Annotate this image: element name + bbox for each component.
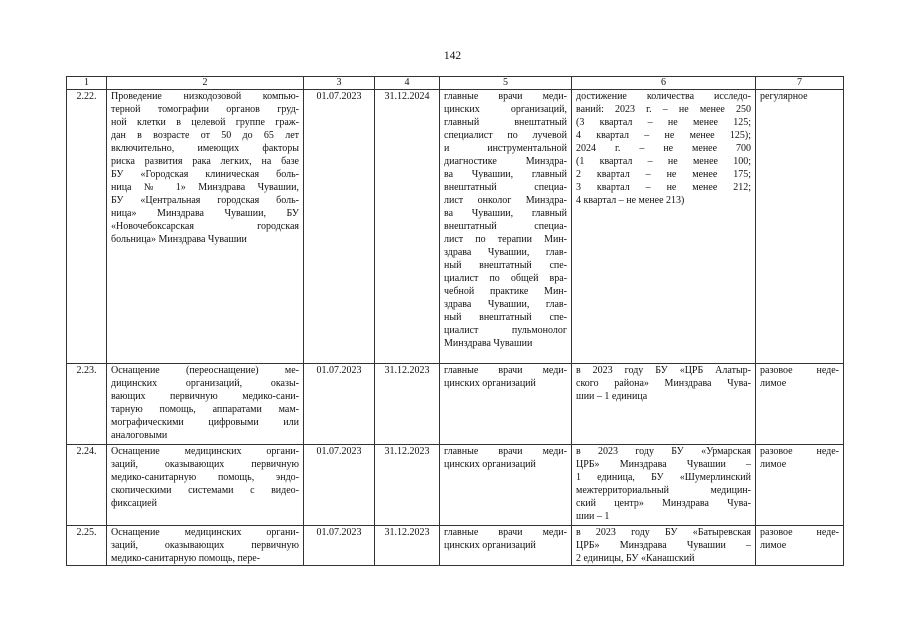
responsible-cell-line: и инструментальной bbox=[444, 143, 567, 154]
event-cell-line: тарную помощь, аппаратами мам- bbox=[111, 404, 299, 415]
result-cell-line: (3 квартал – не менее 125; bbox=[576, 117, 751, 128]
responsible-cell-line: специалист по лучевой bbox=[444, 130, 567, 141]
responsible-cell-line: диагностике Минздра- bbox=[444, 156, 567, 167]
column-header: 5 bbox=[440, 77, 572, 90]
result-cell-line: (1 квартал – не менее 100; bbox=[576, 156, 751, 167]
event-cell-line: мографическими цифровыми или bbox=[111, 417, 299, 428]
result-cell-line: 1 единица, БУ «Шумерлинский bbox=[576, 472, 751, 483]
responsible-cell-line: цинских организаций bbox=[444, 459, 536, 470]
result-cell-line: 2024 г. – не менее 700 bbox=[576, 143, 751, 154]
responsible-cell bbox=[440, 526, 572, 566]
measures-table bbox=[66, 76, 844, 566]
event-cell-line: терной томографии органов груд- bbox=[111, 104, 299, 115]
result-cell-line: ЦРБ» Минздрава Чувашии – bbox=[576, 540, 751, 551]
type-cell-line: лимое bbox=[760, 378, 787, 389]
responsible-cell-line: главный внештатный bbox=[444, 117, 567, 128]
result-cell-line: шии – 1 bbox=[576, 511, 610, 522]
type-cell-line: разовое неде- bbox=[760, 446, 839, 457]
result-cell bbox=[572, 90, 756, 364]
event-cell-line: больница» Минздрава Чувашии bbox=[111, 234, 247, 245]
table-row bbox=[67, 445, 844, 526]
type-cell bbox=[756, 364, 844, 445]
responsible-cell-line: ный внештатный спе- bbox=[444, 312, 567, 323]
result-cell-line: 2 квартал – не менее 175; bbox=[576, 169, 751, 180]
column-numbers-row bbox=[67, 77, 844, 90]
result-cell bbox=[572, 445, 756, 526]
responsible-cell-line: ный внештатный спе- bbox=[444, 260, 567, 271]
start-date: 01.07.2023 bbox=[304, 445, 375, 526]
responsible-cell-line: лист по терапии Мин- bbox=[444, 234, 567, 245]
result-cell-line: достижение количества исследо- bbox=[576, 91, 751, 102]
table-row bbox=[67, 526, 844, 566]
event-cell-line: включительно, имеющих факторы bbox=[111, 143, 299, 154]
event-cell bbox=[107, 526, 304, 566]
type-cell bbox=[756, 445, 844, 526]
item-number: 2.24. bbox=[67, 445, 107, 526]
responsible-cell-line: главные врачи меди- bbox=[444, 446, 567, 457]
responsible-cell-line: ва Чувашии, главный bbox=[444, 169, 567, 180]
item-number: 2.22. bbox=[67, 90, 107, 364]
column-header: 3 bbox=[304, 77, 375, 90]
result-cell-line: в 2023 году БУ «Урмарская bbox=[576, 446, 751, 457]
event-cell-line: заций, оказывающих первичную bbox=[111, 540, 299, 551]
result-cell-line: 3 квартал – не менее 212; bbox=[576, 182, 751, 193]
event-cell-line: фиксацией bbox=[111, 498, 157, 509]
event-cell-line: «Новочебоксарская городская bbox=[111, 221, 299, 232]
event-cell-line: ница» Минздрава Чувашии, БУ bbox=[111, 208, 299, 219]
result-cell-line: ского района» Минздрава Чува- bbox=[576, 378, 751, 389]
result-cell-line: в 2023 году БУ «Батыревская bbox=[576, 527, 751, 538]
type-cell-line: лимое bbox=[760, 459, 787, 470]
table-row bbox=[67, 364, 844, 445]
type-cell-line: лимое bbox=[760, 540, 787, 551]
event-cell-line: заций, оказывающих первичную bbox=[111, 459, 299, 470]
event-cell-line: скопическими системами с видео- bbox=[111, 485, 299, 496]
event-cell-line: медико-санитарную помощь, пере- bbox=[111, 553, 261, 564]
responsible-cell-line: здрава Чувашии, глав- bbox=[444, 247, 567, 258]
type-cell-line: разовое неде- bbox=[760, 527, 839, 538]
result-cell-line: ваний: 2023 г. – не менее 250 bbox=[576, 104, 751, 115]
responsible-cell-line: чебной практике Мин- bbox=[444, 286, 567, 297]
item-number: 2.25. bbox=[67, 526, 107, 566]
type-cell bbox=[756, 90, 844, 364]
end-date: 31.12.2024 bbox=[375, 90, 440, 364]
responsible-cell-line: ва Чувашии, главный bbox=[444, 208, 567, 219]
end-date: 31.12.2023 bbox=[375, 526, 440, 566]
responsible-cell-line: лист онколог Минздра- bbox=[444, 195, 567, 206]
result-cell bbox=[572, 364, 756, 445]
event-cell-line: аналоговыми bbox=[111, 430, 168, 441]
column-header: 4 bbox=[375, 77, 440, 90]
event-cell-line: вающих первичную медико-сани- bbox=[111, 391, 299, 402]
page-number: 142 bbox=[443, 50, 462, 62]
result-cell-line: ский центр» Минздрава Чува- bbox=[576, 498, 751, 509]
event-cell-line: ница № 1» Минздрава Чувашии, bbox=[111, 182, 299, 193]
responsible-cell-line: здрава Чувашии, глав- bbox=[444, 299, 567, 310]
result-cell-line: в 2023 году БУ «ЦРБ Алатыр- bbox=[576, 365, 751, 376]
responsible-cell-line: цинских организаций bbox=[444, 540, 536, 551]
item-number: 2.23. bbox=[67, 364, 107, 445]
event-cell-line: Оснащение медицинских органи- bbox=[111, 446, 299, 457]
responsible-cell-line: внештатный специа- bbox=[444, 221, 567, 232]
event-cell bbox=[107, 445, 304, 526]
event-cell-line: дицинских организаций, оказы- bbox=[111, 378, 299, 389]
start-date: 01.07.2023 bbox=[304, 526, 375, 566]
result-cell-line: межтерриториальный медицин- bbox=[576, 485, 751, 496]
responsible-cell bbox=[440, 364, 572, 445]
responsible-cell-line: внештатный специа- bbox=[444, 182, 567, 193]
event-cell-line: риска развития рака легких, на базе bbox=[111, 156, 299, 167]
end-date: 31.12.2023 bbox=[375, 445, 440, 526]
start-date: 01.07.2023 bbox=[304, 364, 375, 445]
responsible-cell-line: цинских организаций bbox=[444, 378, 536, 389]
type-cell-line: разовое неде- bbox=[760, 365, 839, 376]
type-cell bbox=[756, 526, 844, 566]
result-cell-line: 4 квартал – не менее 125); bbox=[576, 130, 751, 141]
table-row bbox=[67, 90, 844, 364]
event-cell-line: БУ «Центральная городская боль- bbox=[111, 195, 299, 206]
result-cell-line: 4 квартал – не менее 213) bbox=[576, 195, 685, 206]
result-cell-line: шии – 1 единица bbox=[576, 391, 648, 402]
event-cell-line: БУ «Городская клиническая боль- bbox=[111, 169, 299, 180]
responsible-cell-line: цинских организаций, bbox=[444, 104, 567, 115]
result-cell-line: ЦРБ» Минздрава Чувашии – bbox=[576, 459, 751, 470]
responsible-cell bbox=[440, 445, 572, 526]
type-cell-line: регулярное bbox=[760, 91, 808, 102]
event-cell bbox=[107, 90, 304, 364]
result-cell-line: 2 единицы, БУ «Канашский bbox=[576, 553, 695, 564]
event-cell-line: дан в возрасте от 50 до 65 лет bbox=[111, 130, 299, 141]
result-cell bbox=[572, 526, 756, 566]
responsible-cell bbox=[440, 90, 572, 364]
start-date: 01.07.2023 bbox=[304, 90, 375, 364]
event-cell-line: Проведение низкодозовой компью- bbox=[111, 91, 299, 102]
column-header: 7 bbox=[756, 77, 844, 90]
column-header: 1 bbox=[67, 77, 107, 90]
responsible-cell-line: главные врачи меди- bbox=[444, 365, 567, 376]
event-cell-line: Оснащение (переоснащение) ме- bbox=[111, 365, 299, 376]
responsible-cell-line: главные врачи меди- bbox=[444, 527, 567, 538]
responsible-cell-line: циалист по общей вра- bbox=[444, 273, 567, 284]
column-header: 6 bbox=[572, 77, 756, 90]
event-cell-line: Оснащение медицинских органи- bbox=[111, 527, 299, 538]
end-date: 31.12.2023 bbox=[375, 364, 440, 445]
event-cell-line: ной клетки в целевой группе граж- bbox=[111, 117, 299, 128]
responsible-cell-line: главные врачи меди- bbox=[444, 91, 567, 102]
responsible-cell-line: Минздрава Чувашии bbox=[444, 338, 533, 349]
column-header: 2 bbox=[107, 77, 304, 90]
responsible-cell-line: циалист пульмонолог bbox=[444, 325, 567, 336]
event-cell-line: медико-санитарную помощь, эндо- bbox=[111, 472, 299, 483]
event-cell bbox=[107, 364, 304, 445]
